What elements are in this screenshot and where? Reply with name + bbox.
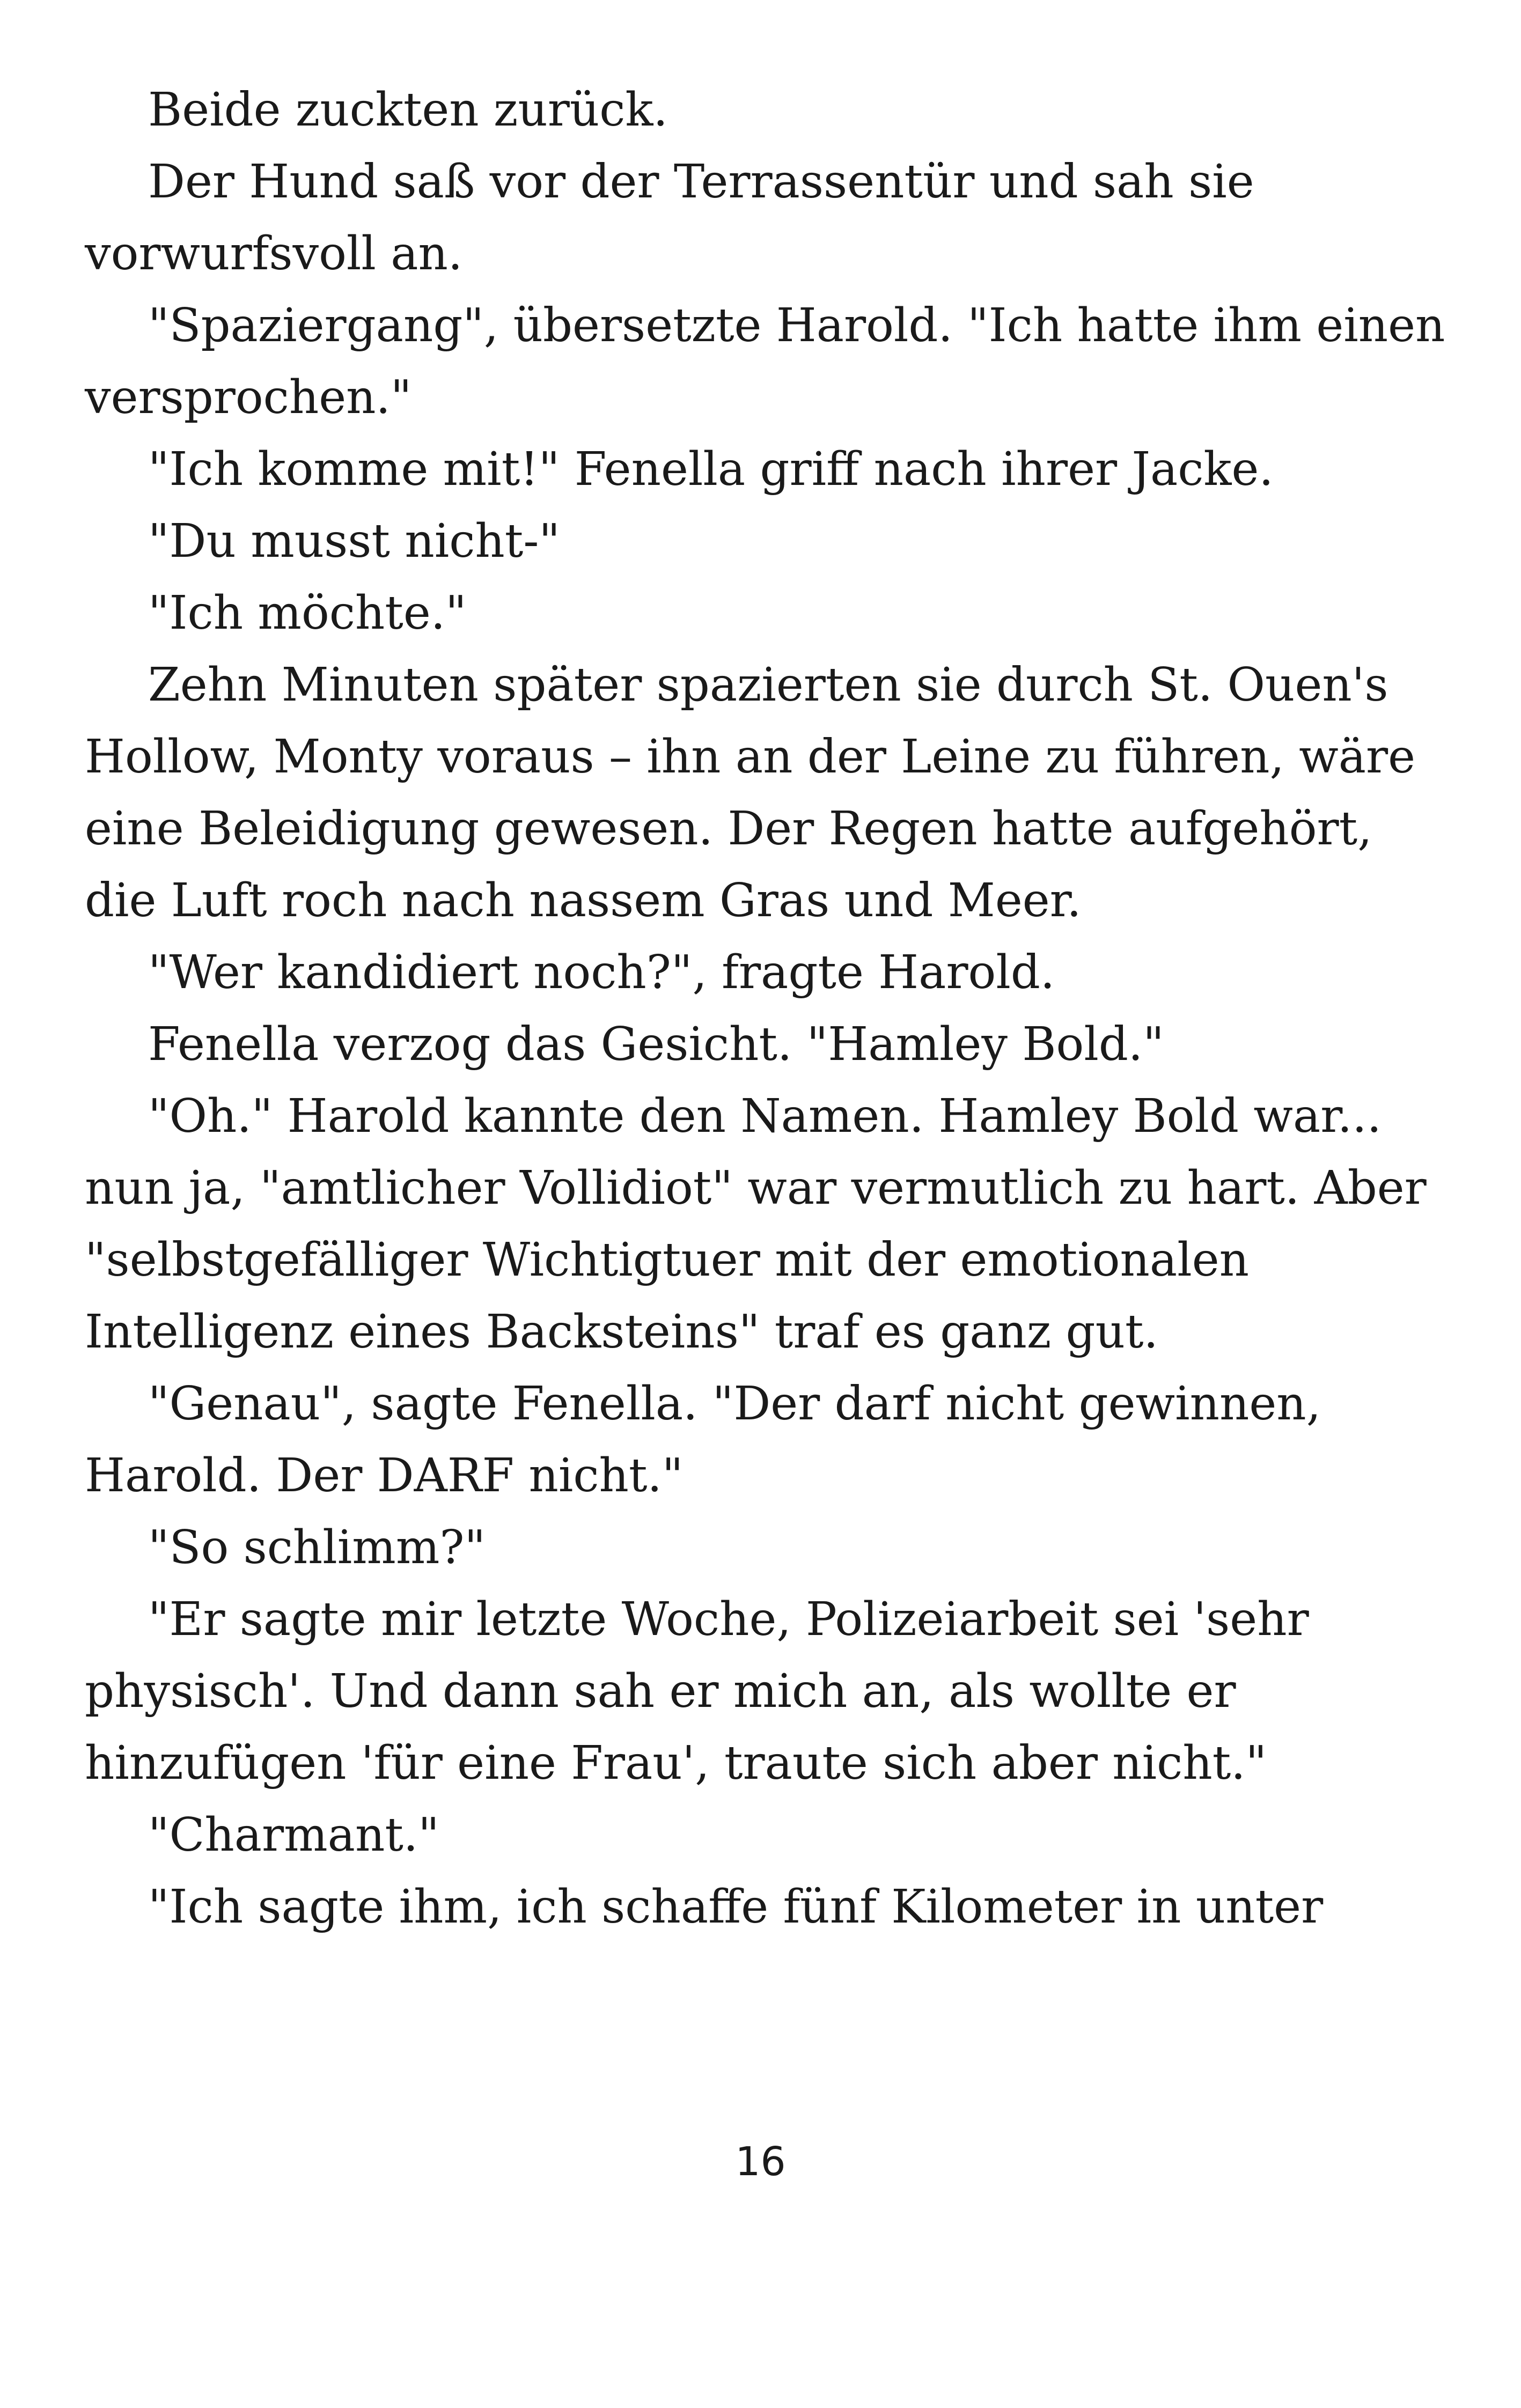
paragraph: "Ich sagte ihm, ich schaffe fünf Kilometer in unter: [148, 1880, 1324, 1934]
paragraph: "Spaziergang", übersetzte Harold. "Ich hatte ihm einen versprochen.": [85, 299, 1445, 424]
paragraph: "Ich komme mit!" Fenella griff nach ihrer Jacke.: [148, 443, 1274, 496]
page-number: 16: [735, 2139, 786, 2185]
paragraph: Fenella verzog das Gesicht. "Hamley Bold.": [148, 1018, 1164, 1071]
paragraph: "Er sagte mir letzte Woche, Polizeiarbeit sei 'sehr physisch'. Und dann sah er mich an, als wollte er hinzufügen 'für eine Frau', traute sich aber nicht.": [85, 1593, 1309, 1790]
paragraph: Der Hund saß vor der Terrassentür und sah sie vorwurfsvoll an.: [85, 155, 1254, 281]
paragraph: "Wer kandidiert noch?", fragte Harold.: [148, 946, 1055, 999]
paragraph: "So schlimm?": [148, 1521, 486, 1574]
paragraph: "Genau", sagte Fenella. "Der darf nicht gewinnen, Harold. Der DARF nicht.": [85, 1377, 1321, 1503]
paragraph: "Charmant.": [148, 1808, 439, 1862]
paragraph: "Du musst nicht-": [148, 514, 560, 568]
paragraph: "Ich möchte.": [148, 586, 467, 640]
paragraph: Zehn Minuten später spazierten sie durch St. Ouen's Hollow, Monty voraus – ihn an der Leine zu führen, wäre eine Beleidigung gewesen. Der Regen hatte aufgehört, die Luft roch nach nassem Gras und Meer.: [85, 658, 1416, 927]
paragraph: Beide zuckten zurück.: [148, 83, 668, 137]
body-text: [85, 74, 1458, 1943]
paragraph: "Oh." Harold kannte den Namen. Hamley Bold war... nun ja, "amtlicher Vollidiot" war vermutlich zu hart. Aber "selbstgefälliger Wichtigtuer mit der emotionalen Intelligenz eines Backsteins" traf es ganz gut.: [85, 1089, 1427, 1359]
